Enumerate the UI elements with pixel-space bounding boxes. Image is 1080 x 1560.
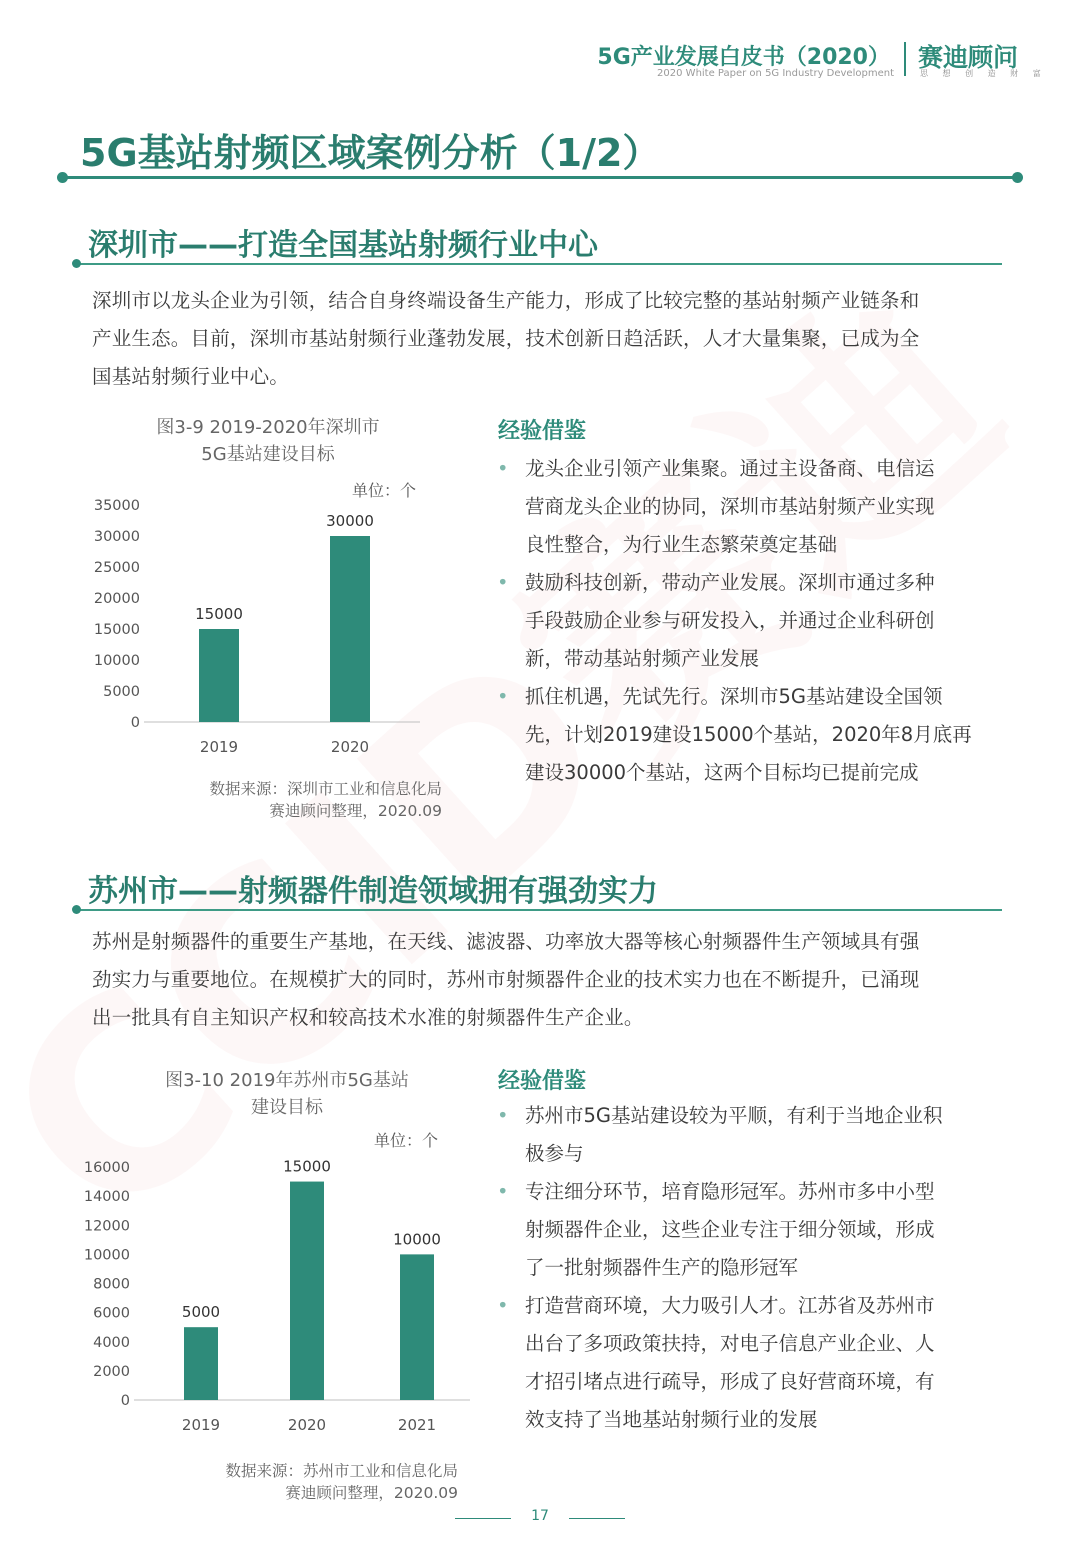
- bar-data-label: 30000: [326, 512, 374, 530]
- chart-caption-shenzhen: [138, 414, 398, 468]
- report-title: 5G产业发展白皮书（2020）: [597, 45, 890, 70]
- list-item: [497, 1097, 997, 1173]
- experience-title-shenzhen: 经验借鉴: [498, 419, 587, 444]
- list-item-line: • 鼓励科技创新，带动产业发展。深圳市通过多种: [525, 571, 935, 594]
- paragraph-line: 苏州是射频器件的重要生产基地，在天线、滤波器、功率放大器等核心射频器件生产领域具有强: [92, 930, 920, 953]
- section-dot-shenzhen: [72, 259, 81, 268]
- list-item: [497, 1287, 997, 1439]
- rule-dot-right: [1012, 172, 1023, 183]
- bar-data-label: 5000: [181, 1303, 221, 1322]
- list-item-line: 良性整合，为行业生态繁荣奠定基础: [525, 533, 838, 556]
- bar: [199, 629, 239, 722]
- section-rule-shenzhen: [76, 263, 1002, 265]
- list-item-line: 射频器件企业，这些企业专注于细分领域，形成: [525, 1218, 935, 1241]
- paragraph-line: 出一批具有自主知识产权和较高技术水准的射频器件生产企业。: [92, 1006, 644, 1029]
- chart-source-shenzhen: [150, 778, 442, 822]
- y-tick-label: 8000: [93, 1276, 130, 1293]
- y-tick-label: 25000: [93, 560, 140, 576]
- list-item-line: • 苏州市5G基站建设较为平顺，有利于当地企业积: [525, 1104, 943, 1127]
- section-title-shenzhen: 深圳市——打造全国基站射频行业中心: [88, 228, 598, 263]
- y-tick-label: 6000: [93, 1305, 130, 1322]
- caption-line: 图3-10 2019年苏州市5G基站: [165, 1070, 409, 1091]
- caption-line: 建设目标: [251, 1097, 323, 1118]
- header-divider: [904, 42, 906, 76]
- list-item-line: 出台了多项政策扶持，对电子信息产业企业、人: [525, 1332, 935, 1355]
- logo: 赛迪顾问: [918, 43, 1019, 72]
- title-rule: [62, 176, 1018, 179]
- section-dot-suzhou: [72, 905, 81, 914]
- x-category-label: 2021: [397, 1416, 437, 1434]
- list-item: [497, 678, 997, 792]
- section-title-suzhou: 苏州市——射频器件制造领域拥有强劲实力: [88, 874, 658, 909]
- list-item-line: 效支持了当地基站射频行业的发展: [525, 1408, 818, 1431]
- bar: [290, 1182, 324, 1400]
- list-item-line: 新，带动基站射频产业发展: [525, 647, 760, 670]
- list-item-line: 了一批射频器件生产的隐形冠军: [525, 1256, 799, 1279]
- source-line: 数据来源：深圳市工业和信息化局: [209, 780, 442, 798]
- page-title: 5G基站射频区域案例分析（1/2）: [80, 131, 661, 175]
- y-tick-label: 30000: [93, 529, 140, 545]
- list-item: [497, 450, 997, 564]
- logo-tagline: 思 想 创 造 财 富: [920, 69, 1047, 78]
- y-tick-label: 20000: [93, 591, 140, 607]
- caption-line: 图3-9 2019-2020年深圳市: [156, 417, 380, 438]
- x-category-label: 2019: [181, 1416, 221, 1434]
- bar-data-label: 10000: [393, 1230, 441, 1249]
- paragraph-shenzhen: [92, 282, 1002, 396]
- list-item-line: 建设30000个基站，这两个目标均已提前完成: [525, 761, 919, 784]
- list-item-line: 营商龙头企业的协同，深圳市基站射频产业实现: [525, 495, 935, 518]
- bar: [330, 536, 370, 722]
- bar-data-label: 15000: [195, 605, 243, 623]
- x-category-label: 2020: [330, 738, 370, 756]
- section-rule-suzhou: [76, 909, 1002, 911]
- x-category-label: 2019: [199, 738, 239, 756]
- list-item-line: • 抓住机遇，先试先行。深圳市5G基站建设全国领: [525, 685, 943, 708]
- chart-caption-suzhou: [142, 1067, 432, 1121]
- source-line: 数据来源：苏州市工业和信息化局: [225, 1462, 458, 1480]
- paragraph-suzhou: [92, 923, 1002, 1037]
- list-item-line: • 专注细分环节，培育隐形冠军。苏州市多中小型: [525, 1180, 935, 1203]
- list-item-line: 才招引堵点进行疏导，形成了良好营商环境，有: [525, 1370, 935, 1393]
- bar-chart-suzhou: [80, 1140, 480, 1440]
- caption-line: 5G基站建设目标: [201, 444, 335, 465]
- bar-data-label: 15000: [283, 1157, 331, 1176]
- y-tick-label: 14000: [83, 1189, 130, 1206]
- footer-line-left: [455, 1518, 511, 1519]
- paragraph-line: 深圳市以龙头企业为引领，结合自身终端设备生产能力，形成了比较完整的基站射频产业链条和: [92, 289, 920, 312]
- list-item-line: 手段鼓励企业参与研发投入，并通过企业科研创: [525, 609, 935, 632]
- source-line: 赛迪顾问整理，2020.09: [269, 802, 442, 820]
- footer-line-right: [569, 1518, 625, 1519]
- report-subtitle: 2020 White Paper on 5G Industry Development: [657, 68, 894, 79]
- rule-dot-left: [57, 172, 68, 183]
- source-line: 赛迪顾问整理，2020.09: [285, 1484, 458, 1502]
- paragraph-line: 国基站射频行业中心。: [92, 365, 290, 388]
- bar: [400, 1254, 434, 1400]
- y-tick-label: 5000: [103, 684, 140, 700]
- y-tick-label: 15000: [93, 622, 140, 638]
- list-item: [497, 564, 997, 678]
- list-item-line: 先，计划2019建设15000个基站，2020年8月底再: [525, 723, 972, 746]
- list-item-line: • 龙头企业引领产业集聚。通过主设备商、电信运: [525, 457, 935, 480]
- bar-chart-shenzhen: [80, 480, 480, 770]
- y-tick-label: 2000: [93, 1363, 130, 1380]
- y-tick-label: 0: [130, 715, 140, 731]
- y-tick-label: 10000: [83, 1247, 130, 1264]
- y-tick-label: 16000: [83, 1160, 130, 1176]
- page-number: 17: [531, 1508, 549, 1524]
- y-tick-label: 4000: [93, 1334, 130, 1351]
- chart-source-suzhou: [160, 1460, 458, 1504]
- paragraph-line: 劲实力与重要地位。在规模扩大的同时，苏州市射频器件企业的技术实力也在不断提升，已涌现: [92, 968, 920, 991]
- chart-unit-shenzhen: 单位：个: [352, 481, 417, 500]
- y-tick-label: 0: [120, 1393, 130, 1409]
- experience-title-suzhou: 经验借鉴: [498, 1069, 587, 1094]
- experience-list-suzhou: [497, 1097, 997, 1439]
- experience-list-shenzhen: [497, 450, 997, 792]
- y-tick-label: 35000: [93, 498, 140, 514]
- x-category-label: 2020: [287, 1416, 327, 1434]
- paragraph-line: 产业生态。目前，深圳市基站射频行业蓬勃发展，技术创新日趋活跃，人才大量集聚，已成为全: [92, 327, 920, 350]
- chart-unit-suzhou: 单位：个: [374, 1131, 439, 1150]
- list-item-line: 极参与: [525, 1142, 584, 1165]
- y-tick-label: 10000: [93, 653, 140, 669]
- list-item-line: • 打造营商环境，大力吸引人才。江苏省及苏州市: [525, 1294, 935, 1317]
- y-tick-label: 12000: [83, 1218, 130, 1235]
- list-item: [497, 1173, 997, 1287]
- bar: [184, 1327, 218, 1400]
